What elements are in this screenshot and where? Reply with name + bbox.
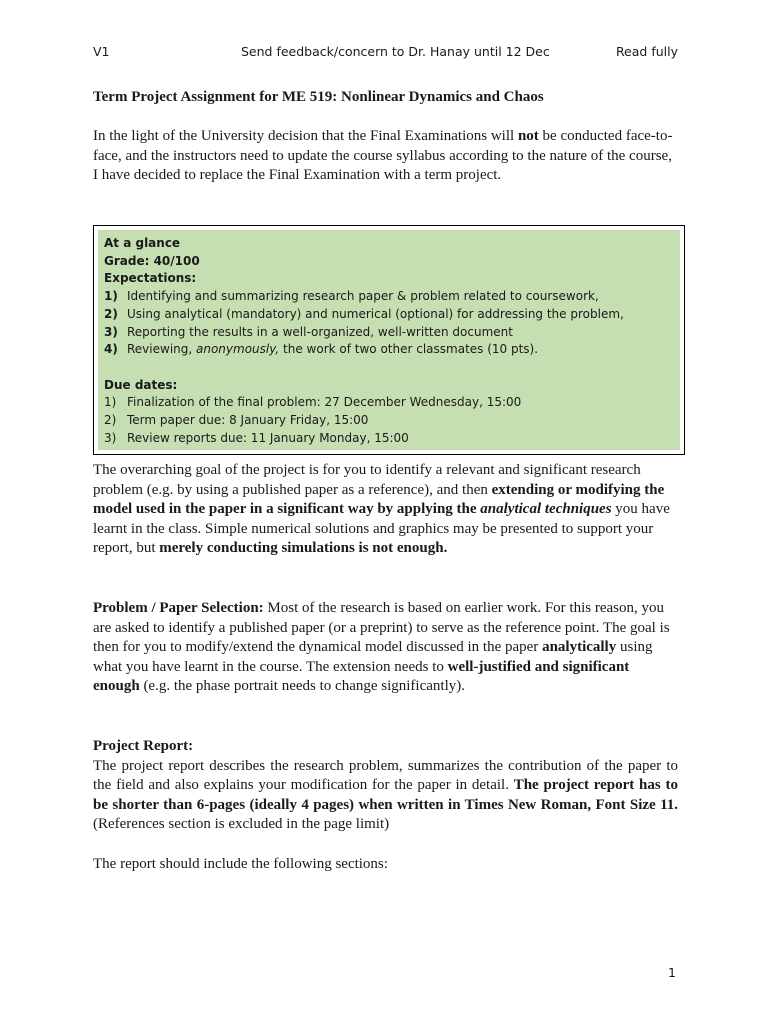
intro-text: In the light of the University decision that the Final Examinations will (93, 128, 518, 144)
selection-paragraph: Problem / Paper Selection: Most of the research is based on earlier work. For this reason, you are asked to identify a published paper (or a preprint) to serve as the reference point. The goal is then for you to modify/extend the dynamical model discussed in the paper analytically using what you have learnt in the course. The extension needs to well-justified and significant enough (e.g. the phase portrait needs to change significantly). (93, 600, 670, 695)
document-title: Term Project Assignment for ME 519: Nonlinear Dynamics and Chaos (93, 89, 544, 105)
version-label: V1 (93, 44, 110, 59)
page-header (93, 44, 678, 64)
list-item: 1) Identifying and summarizing research paper & problem related to coursework, (104, 289, 599, 304)
list-item: 2) Term paper due: 8 January Friday, 15:00 (104, 413, 369, 428)
report-label: Project Report: (93, 738, 194, 754)
page-number: 1 (668, 965, 676, 980)
selection-label: Problem / Paper Selection: (93, 600, 264, 616)
list-item: 1) Finalization of the final problem: 27 December Wednesday, 15:00 (104, 395, 522, 410)
list-item: 2) Using analytical (mandatory) and numerical (optional) for addressing the problem, (104, 306, 624, 321)
list-item: 4) Reviewing, anonymously, the work of two other classmates (10 pts). (104, 342, 539, 357)
glance-heading: At a glance (104, 236, 181, 250)
list-item: 3) Review reports due: 11 January Monday, 15:00 (104, 430, 409, 445)
due-dates-list (104, 394, 674, 447)
feedback-note: Send feedback/concern to Dr. Hanay until 12 Dec (241, 44, 550, 59)
grade-line: Grade: 40/100 (104, 253, 200, 268)
due-dates-label: Due dates: (104, 377, 178, 392)
at-a-glance-panel (98, 230, 680, 450)
report-paragraph: The project report describes the research problem, summarizes the contribution of the paper to the field and also explains your modification for the paper in detail. The project report has to be shorter than 6-pages (ideally 4 pages) when written in Times New Roman, Font Size 11. (References section is excluded in the page limit) (93, 757, 678, 833)
sections-intro: The report should include the following sections: (93, 856, 388, 872)
intro-emphasis: not (517, 128, 539, 144)
list-item: 3) Reporting the results in a well-organized, well-written document (104, 324, 513, 339)
expectations-list (104, 288, 674, 359)
goal-paragraph: The overarching goal of the project is for you to identify a relevant and significant research problem (e.g. by using a published paper as a reference), and then extending or modifying the model used in the paper in a significant way by applying the analytical techniques you have learnt in the class. Simple numerical solutions and graphics may be presented to support your report, but merely conducting simulations is not enough. (93, 462, 670, 557)
intro-paragraph (93, 127, 678, 186)
intro-text-cont: be conducted face-to-face, and the instructors need to update the course syllabus according to the nature of the course, I have decided to replace the Final Examination with a term project. (93, 128, 673, 184)
at-a-glance-box (93, 225, 685, 455)
document-title-block (93, 88, 678, 108)
report-section (93, 737, 678, 835)
expectations-label: Expectations: (104, 271, 197, 286)
read-fully-note: Read fully (615, 44, 678, 59)
